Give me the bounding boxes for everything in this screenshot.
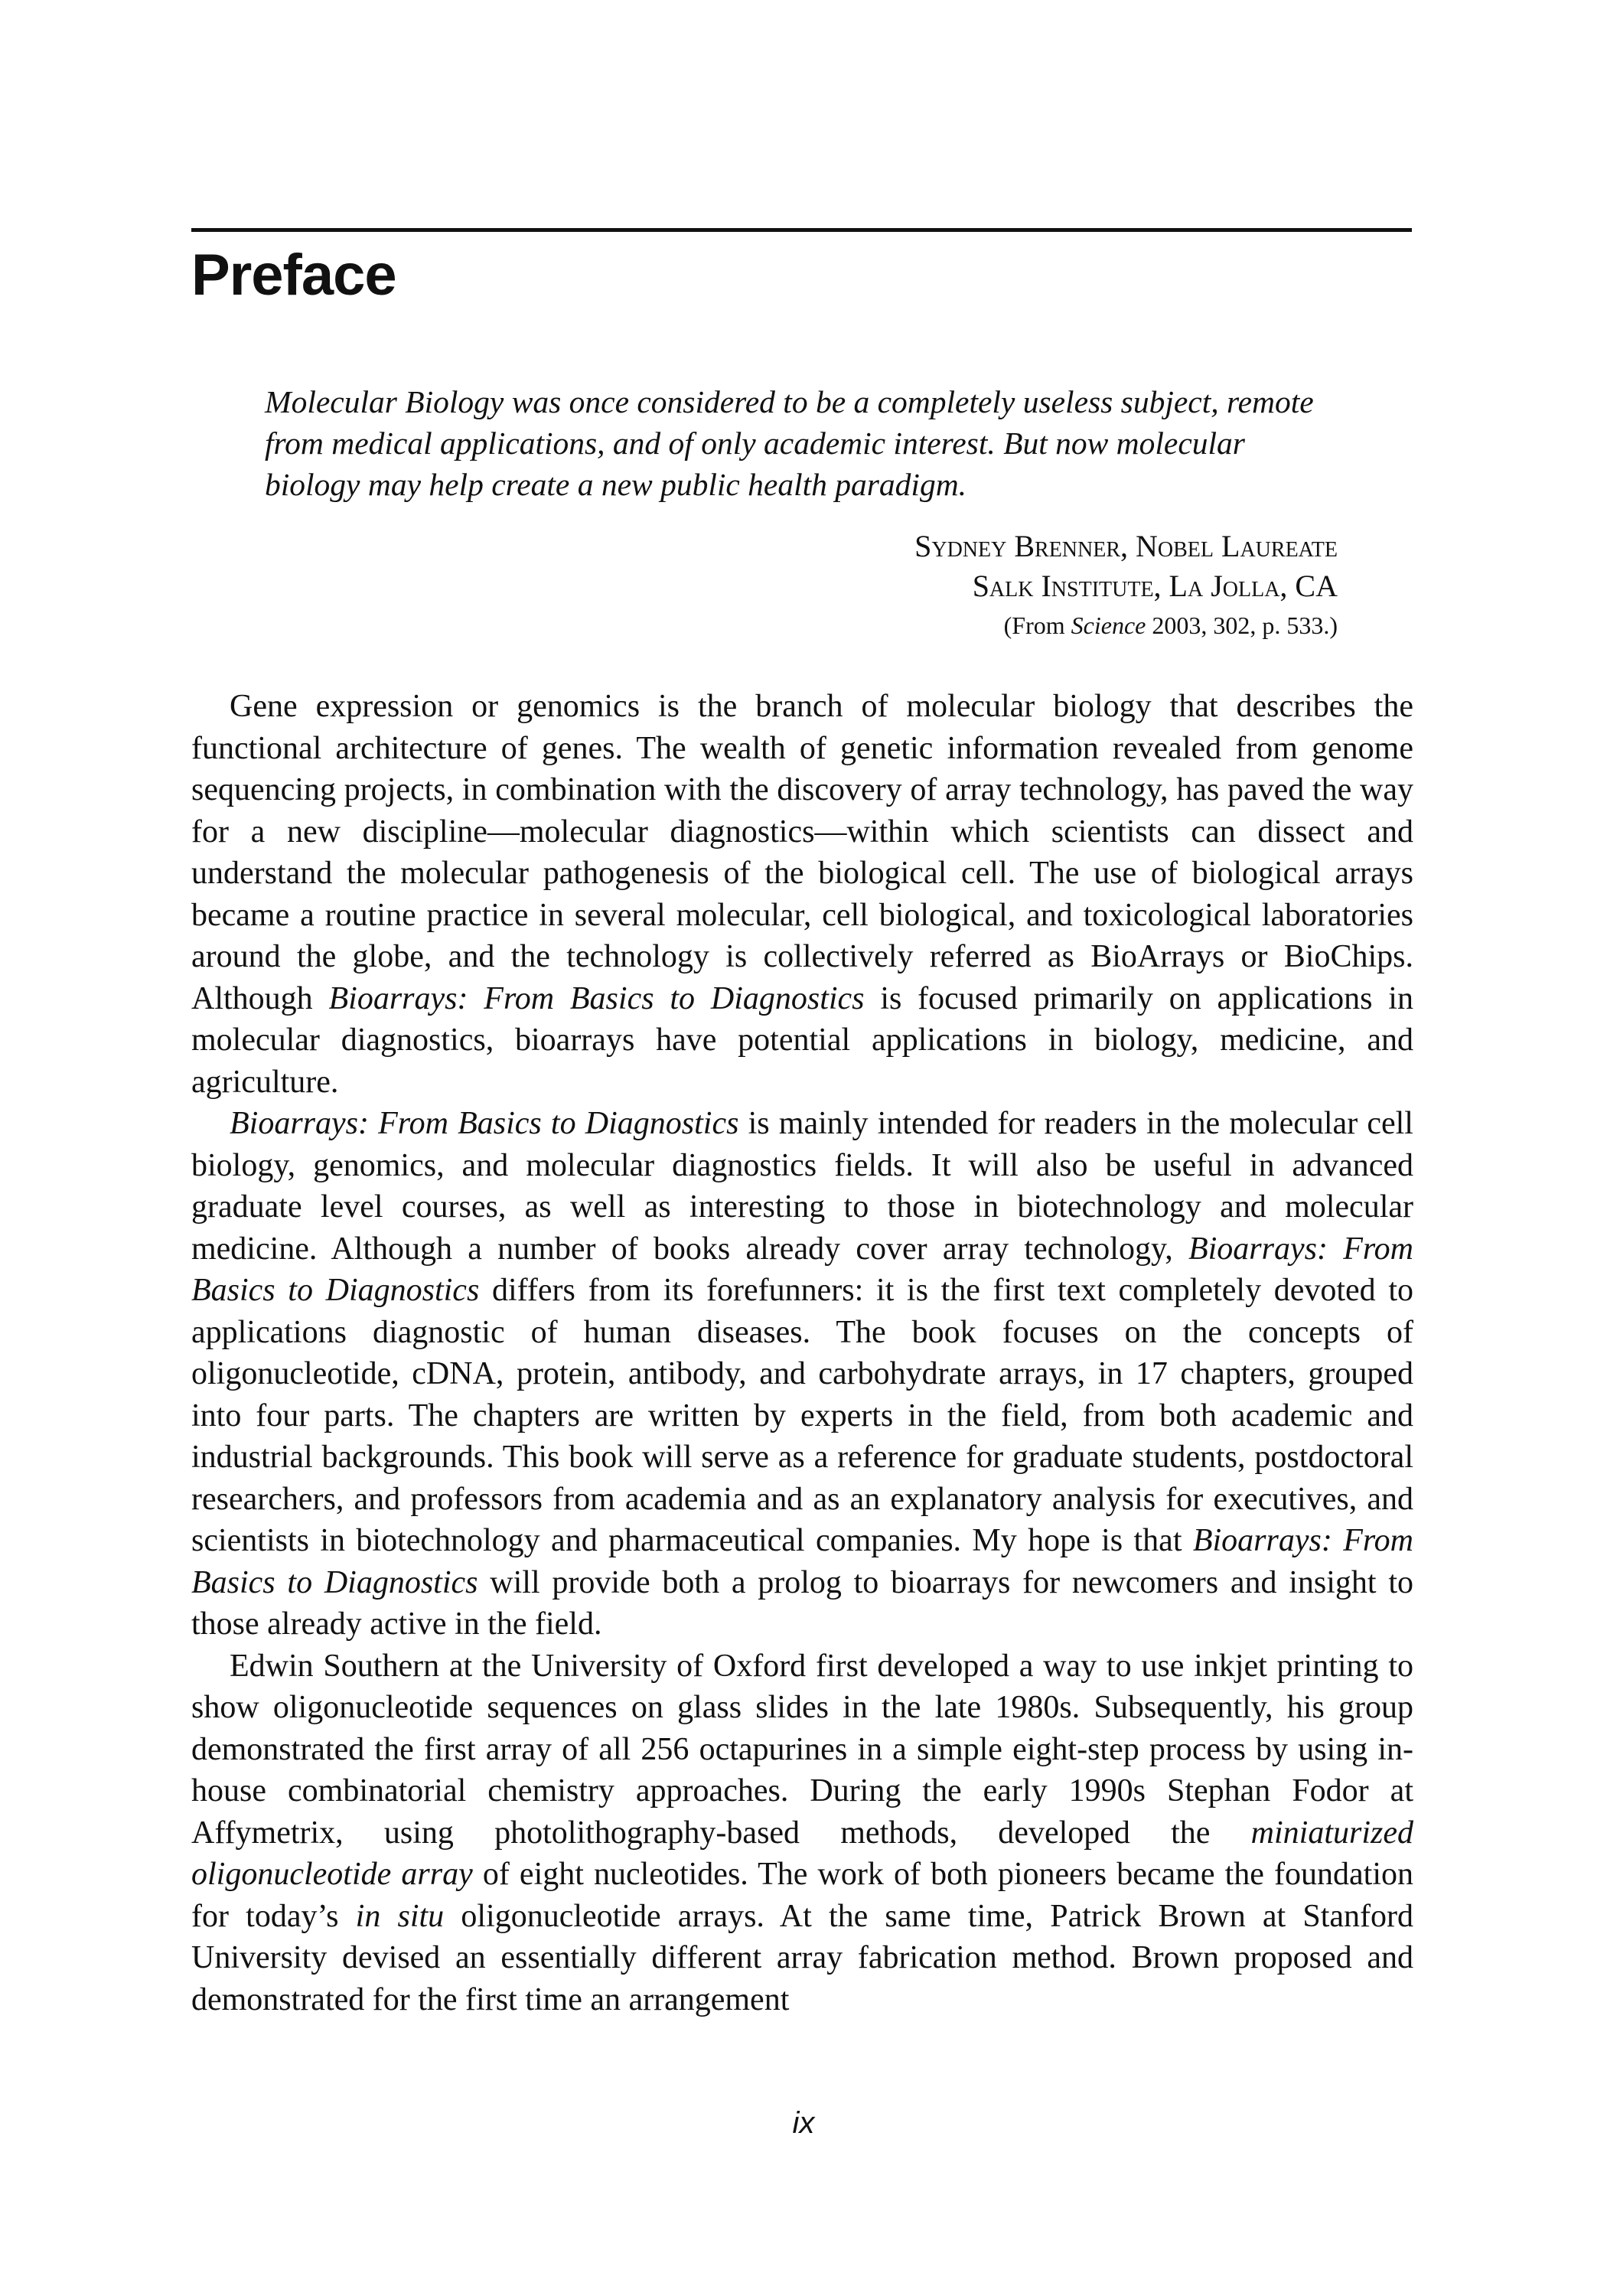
body-paragraph bbox=[191, 1103, 1413, 1645]
text-run: is focused primarily on applications in molecular diagnostics, bioarrays have potential applications in biology, medicine, and agriculture. bbox=[191, 980, 1413, 1100]
epigraph-author: Sydney Brenner, Nobel Laureate bbox=[914, 529, 1338, 563]
page-number: ix bbox=[792, 2106, 815, 2140]
italic-text: Bioarrays: From Basics to Diagnostics bbox=[230, 1106, 739, 1141]
italic-text: Bioarrays: From Basics to Diagnostics bbox=[191, 1523, 1413, 1600]
italic-text: Bioarrays: From Basics to Diagnostics bbox=[328, 980, 865, 1016]
body-paragraph bbox=[191, 1645, 1413, 2021]
text-run: of eight nucleotides. The work of both pioneers became the foundation for today’s bbox=[191, 1857, 1413, 1934]
epigraph-source-prefix: (From bbox=[1003, 612, 1071, 639]
text-run: will provide both a prolog to bioarrays for newcomers and insight to those already active in the field. bbox=[191, 1564, 1413, 1642]
text-run: oligonucleotide arrays. At the same time, Patrick Brown at Stanford University devised an essentially different array fabrication method. Brown proposed and demonstrated for the first time an arrangement bbox=[191, 1898, 1413, 2017]
epigraph-quote: Molecular Biology was once considered to be a completely useless subject, remote from medical applications, and of only academic interest. But now molecular biology may help create a new public health paradigm. bbox=[265, 384, 1314, 502]
body-text bbox=[191, 686, 1413, 2020]
epigraph-source bbox=[914, 606, 1338, 644]
text-run: Edwin Southern at the University of Oxford first developed a way to use inkjet printing to show oligonucleotide sequences on glass slides in the late 1980s. Subsequently, his group demonstrated the first array of all 256 octapurines in a simple eight-step process by using in-house combinatorial chemistry approaches. During the early 1990s Stephan Fodor at Affymetrix, using photolithography-based methods, developed the bbox=[191, 1648, 1413, 1851]
epigraph-source-journal: Science bbox=[1071, 612, 1146, 639]
epigraph-source-suffix: 2003, 302, p. 533.) bbox=[1146, 612, 1338, 639]
italic-text: Bioarrays: From Basics to Diagnostics bbox=[191, 1231, 1413, 1308]
epigraph-affiliation: Salk Institute, La Jolla, CA bbox=[972, 569, 1338, 603]
italic-text: in situ bbox=[355, 1898, 445, 1934]
text-run: Gene expression or genomics is the branch of molecular biology that describes the functional architecture of genes. The wealth of genetic information revealed from genome sequencing projects, in combination with the discovery of array technology, has paved the way for a new discipline—molecular diagnostics—within which scientists can dissect and understand the molecular pathogenesis of the biological cell. The use of biological arrays became a routine practice in several molecular, cell biological, and toxicological laboratories around the globe, and the technology is collectively referred as BioArrays or BioChips. Although bbox=[191, 689, 1413, 1016]
body-paragraph bbox=[191, 686, 1413, 1103]
text-run: is mainly intended for readers in the molecular cell biology, genomics, and molecular diagnostics fields. It will also be useful in advanced graduate level courses, as well as interesting to those in biotechnology and molecular medicine. Although a number of books already cover array technology, bbox=[191, 1106, 1413, 1267]
header-rule bbox=[191, 228, 1412, 232]
italic-text: miniaturized oligonucleotide array bbox=[191, 1815, 1413, 1892]
text-run: differs from its forefunners: it is the first text completely devoted to applications diagnostic of human diseases. The book focuses on the concepts of oligonucleotide, cDNA, protein, antibody, and carbohydrate arrays, in 17 chapters, grouped into four parts. The chapters are written by experts in the field, from both academic and industrial backgrounds. This book will serve as a reference for graduate students, postdoctoral researchers, and professors from academia and as an explanatory analysis for executives, and scientists in biotechnology and pharmaceutical companies. My hope is that bbox=[191, 1273, 1413, 1558]
epigraph-attribution bbox=[914, 527, 1338, 644]
chapter-title: Preface bbox=[191, 243, 396, 308]
